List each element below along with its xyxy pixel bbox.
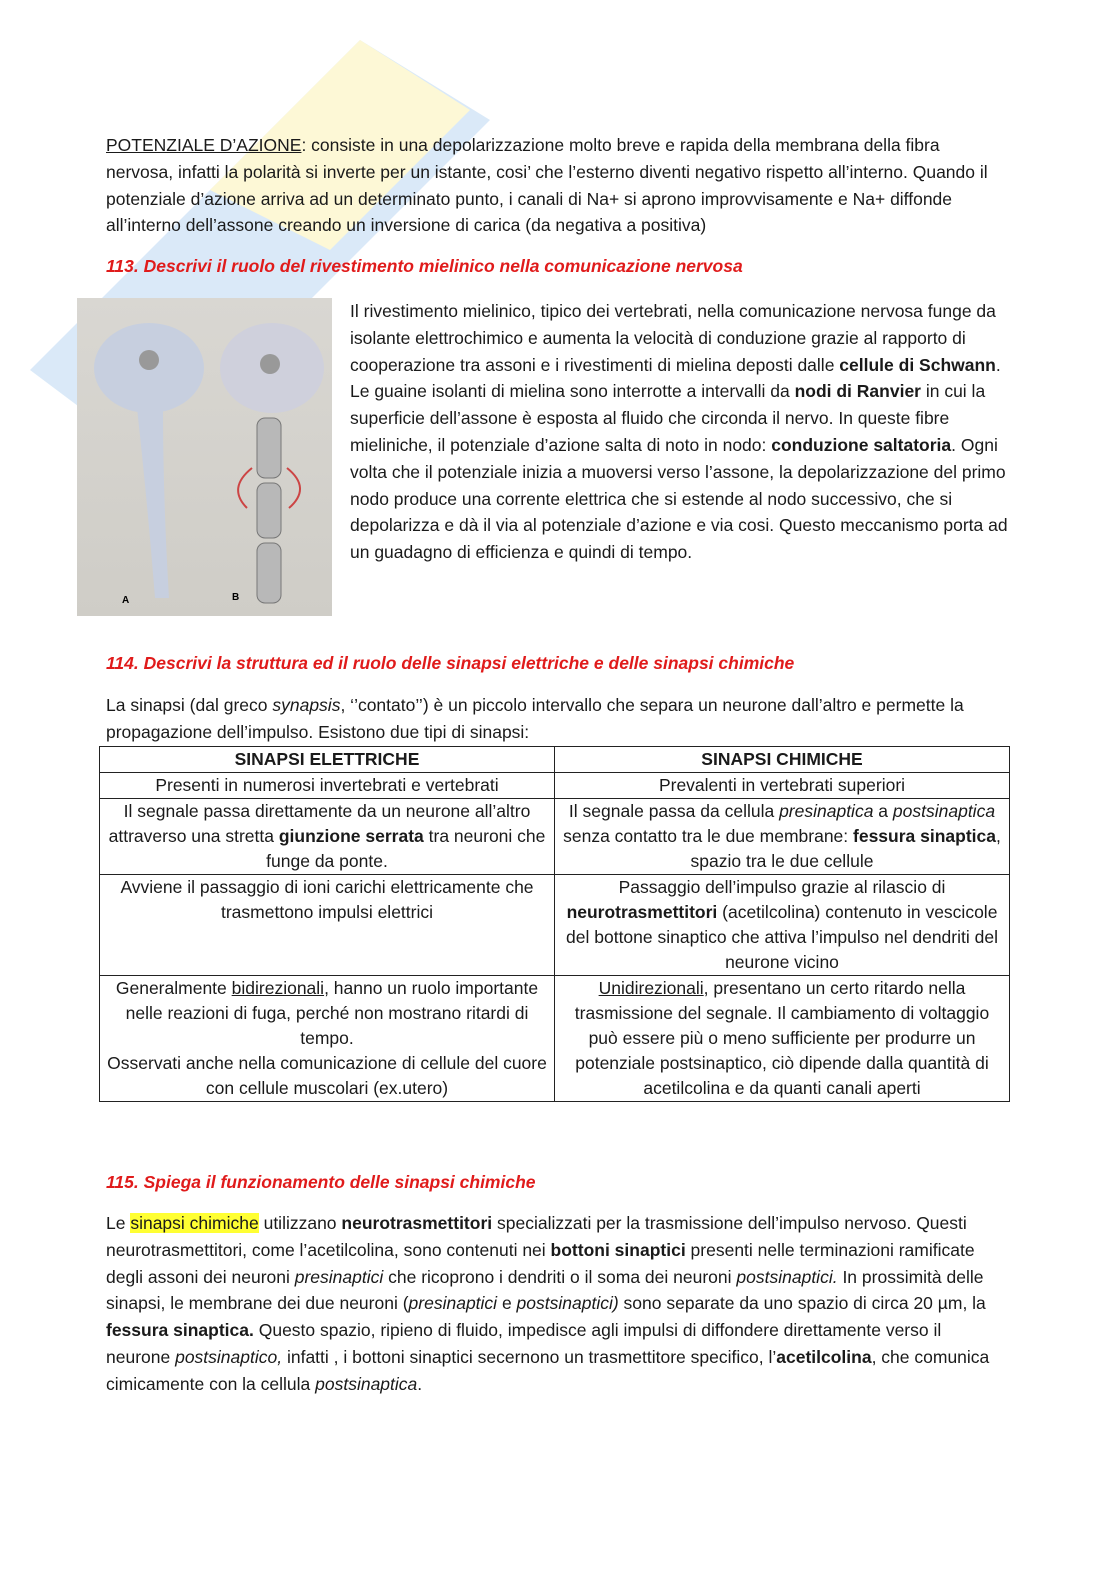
table-row [100,773,1010,799]
b: neurotrasmettitori [341,1213,493,1233]
header-electric: SINAPSI ELETTRICHE [100,747,555,773]
synapse-comparison-table [99,746,1010,1102]
cell: Prevalenti in vertebrati superiori [555,773,1010,799]
t: , che comunica cimicamente con la cellula [106,1346,990,1394]
t: (acetilcolina) contenuto in vescicole del bottone sinaptico che attiva l’impulso nel dendriti del neurone vicino [566,902,998,972]
cell [555,976,1010,1102]
t: Osservati anche nella comunicazione di cellule del cuore con cellule muscolari (ex.utero) [107,1053,547,1098]
i: postsinaptici. [736,1266,838,1287]
i: presinaptici [294,1266,384,1287]
i: presinaptica [779,801,874,821]
i: presinaptici [408,1293,498,1314]
heading-113: 113. Descrivi il ruolo del rivestimento mielinico nella comunicazione nervosa [106,256,743,276]
b: fessura sinaptica. [106,1320,254,1341]
cell: Presenti in numerosi invertebrati e vertebrati [100,773,555,799]
t: sono separate da uno spazio di circa 20 µm, la [618,1293,986,1314]
t: , ‘’contato’’) è un piccolo intervallo che separa un neurone dall’altro e permette la propagazione dell’impulso. Esistono due tipi di sinapsi: [106,695,964,742]
cell [555,875,1010,976]
t: Il segnale passa direttamente da un neurone all’altro attraverso una stretta [108,801,531,846]
intro-text: : consiste in una depolarizzazione molto breve e rapida della membrana della fibra nervosa, infatti la polarità si inverte per un istante, cosi’ che l’esterno diventi negativo rispetto all’interno. Quando il potenziale d’azione arriva ad un determinato punto, i canali di Na+ si aprono improvvisamente e Na+ diffonde all’interno dell’assone creando un inversione di carica (da negativa a positiva) [106,135,988,236]
t: . [417,1373,423,1394]
u: bidirezionali [231,978,325,998]
b: bottoni sinaptici [550,1239,686,1260]
t: tra neuroni che funge da ponte. [266,826,546,871]
t: Generalmente [115,978,232,998]
cell [555,799,1010,875]
heading-114: 114. Descrivi la struttura ed il ruolo delle sinapsi elettriche e delle sinapsi chimiche [106,653,795,673]
cell [100,799,555,875]
i: postsinaptico, [175,1346,283,1367]
b: cellule di Schwann [839,354,996,375]
myelin-paragraph [350,298,1010,566]
t: . Le guaine isolanti di mielina sono interrotte a intervalli da [350,354,1001,402]
t: In prossimità delle sinapsi, le membrane dei due neuroni ( [106,1266,984,1314]
intro-paragraph [106,132,1006,239]
table-header-row [100,747,1010,773]
b: giunzione serrata [278,826,424,846]
t: infatti , i bottoni sinaptici secernono un trasmettitore specifico, l’ [282,1346,777,1367]
t: presenti nelle terminazioni ramificate degli assoni dei neuroni [106,1239,975,1287]
t: , hanno un ruolo importante nelle reazioni di fuga, perché non mostrano ritardi di tempo. [125,978,539,1048]
t: , spazio tra le due cellule [690,826,1001,871]
i: postsinaptici) [516,1293,619,1314]
b: fessura sinaptica [853,826,996,846]
neuron-illustration [77,298,332,616]
term-potenziale: POTENZIALE D’AZIONE [106,135,302,155]
b: acetilcolina [776,1346,872,1367]
b: conduzione saltatoria [771,434,952,455]
header-chemical: SINAPSI CHIMICHE [555,747,1010,773]
t: Il rivestimento mielinico, tipico dei vertebrati, nella comunicazione nervosa funge da isolante elettrochimico e aumenta la velocità di conduzione grazie al rapporto di cooperazione tra assoni e i rivestimenti di mielina deposti dalle [350,301,996,375]
table-row [100,976,1010,1102]
heading-115: 115. Spiega il funzionamento delle sinapsi chimiche [106,1172,536,1192]
t: . Ogni volta che il potenziale inizia a muoversi verso l’assone, la depolarizzazione del primo nodo produce una corrente elettrica che si estende al nodo successivo, che si depolarizza e dà il via al potenziale d’azione e via cosi. Questo meccanismo porta ad un guadagno di efficienza e quindi di tempo. [350,434,1008,563]
t: Il segnale passa da cellula [568,801,780,821]
t: che ricoprono i dendriti o il soma dei neuroni [383,1266,737,1287]
cell: Avviene il passaggio di ioni carichi elettricamente che trasmettono impulsi elettrici [100,875,555,976]
i: postsinaptica [315,1373,418,1394]
neuron-figure [77,298,332,616]
figure-label-a: A [122,595,130,606]
t: Questo spazio, ripieno di fluido, impedisce agli impulsi di diffondere direttamente verso il neurone [106,1320,942,1367]
t: Passaggio dell’impulso grazie al rilascio di [618,877,946,897]
highlight: sinapsi chimiche [130,1213,259,1233]
i: synapsis [272,695,341,715]
t: a [873,801,893,821]
b: neurotrasmettitori [566,902,718,922]
t: , presentano un certo ritardo nella trasmissione del segnale. Il cambiamento di voltaggio può essere più o meno sufficiente per produrre un potenziale postsinaptico, ciò dipende dalla quantità di acetilcolina e da quanti canali aperti [574,978,990,1098]
t: senza contatto tra le due membrane: [563,826,854,846]
t: Le [106,1213,131,1233]
u: Unidirezionali [598,978,704,998]
t: utilizzano [258,1213,342,1233]
i: postsinaptica [892,801,996,821]
t: La sinapsi (dal greco [106,695,273,715]
chemical-synapse-paragraph [106,1210,1006,1398]
t: specializzati per la trasmissione dell’impulso nervoso. Questi neurotrasmettitori, come l’acetilcolina, sono contenuti nei [106,1213,967,1260]
table-row [100,875,1010,976]
t: in cui la superficie dell’assone è esposta al fluido che circonda il nervo. In queste fibre mieliniche, il potenziale d’azione salta di noto in nodo: [350,381,986,455]
synapse-intro [106,692,1006,746]
figure-label-b: B [232,592,240,603]
t: e [497,1293,517,1314]
cell [100,976,555,1102]
table-row [100,799,1010,875]
b: nodi di Ranvier [794,381,921,402]
